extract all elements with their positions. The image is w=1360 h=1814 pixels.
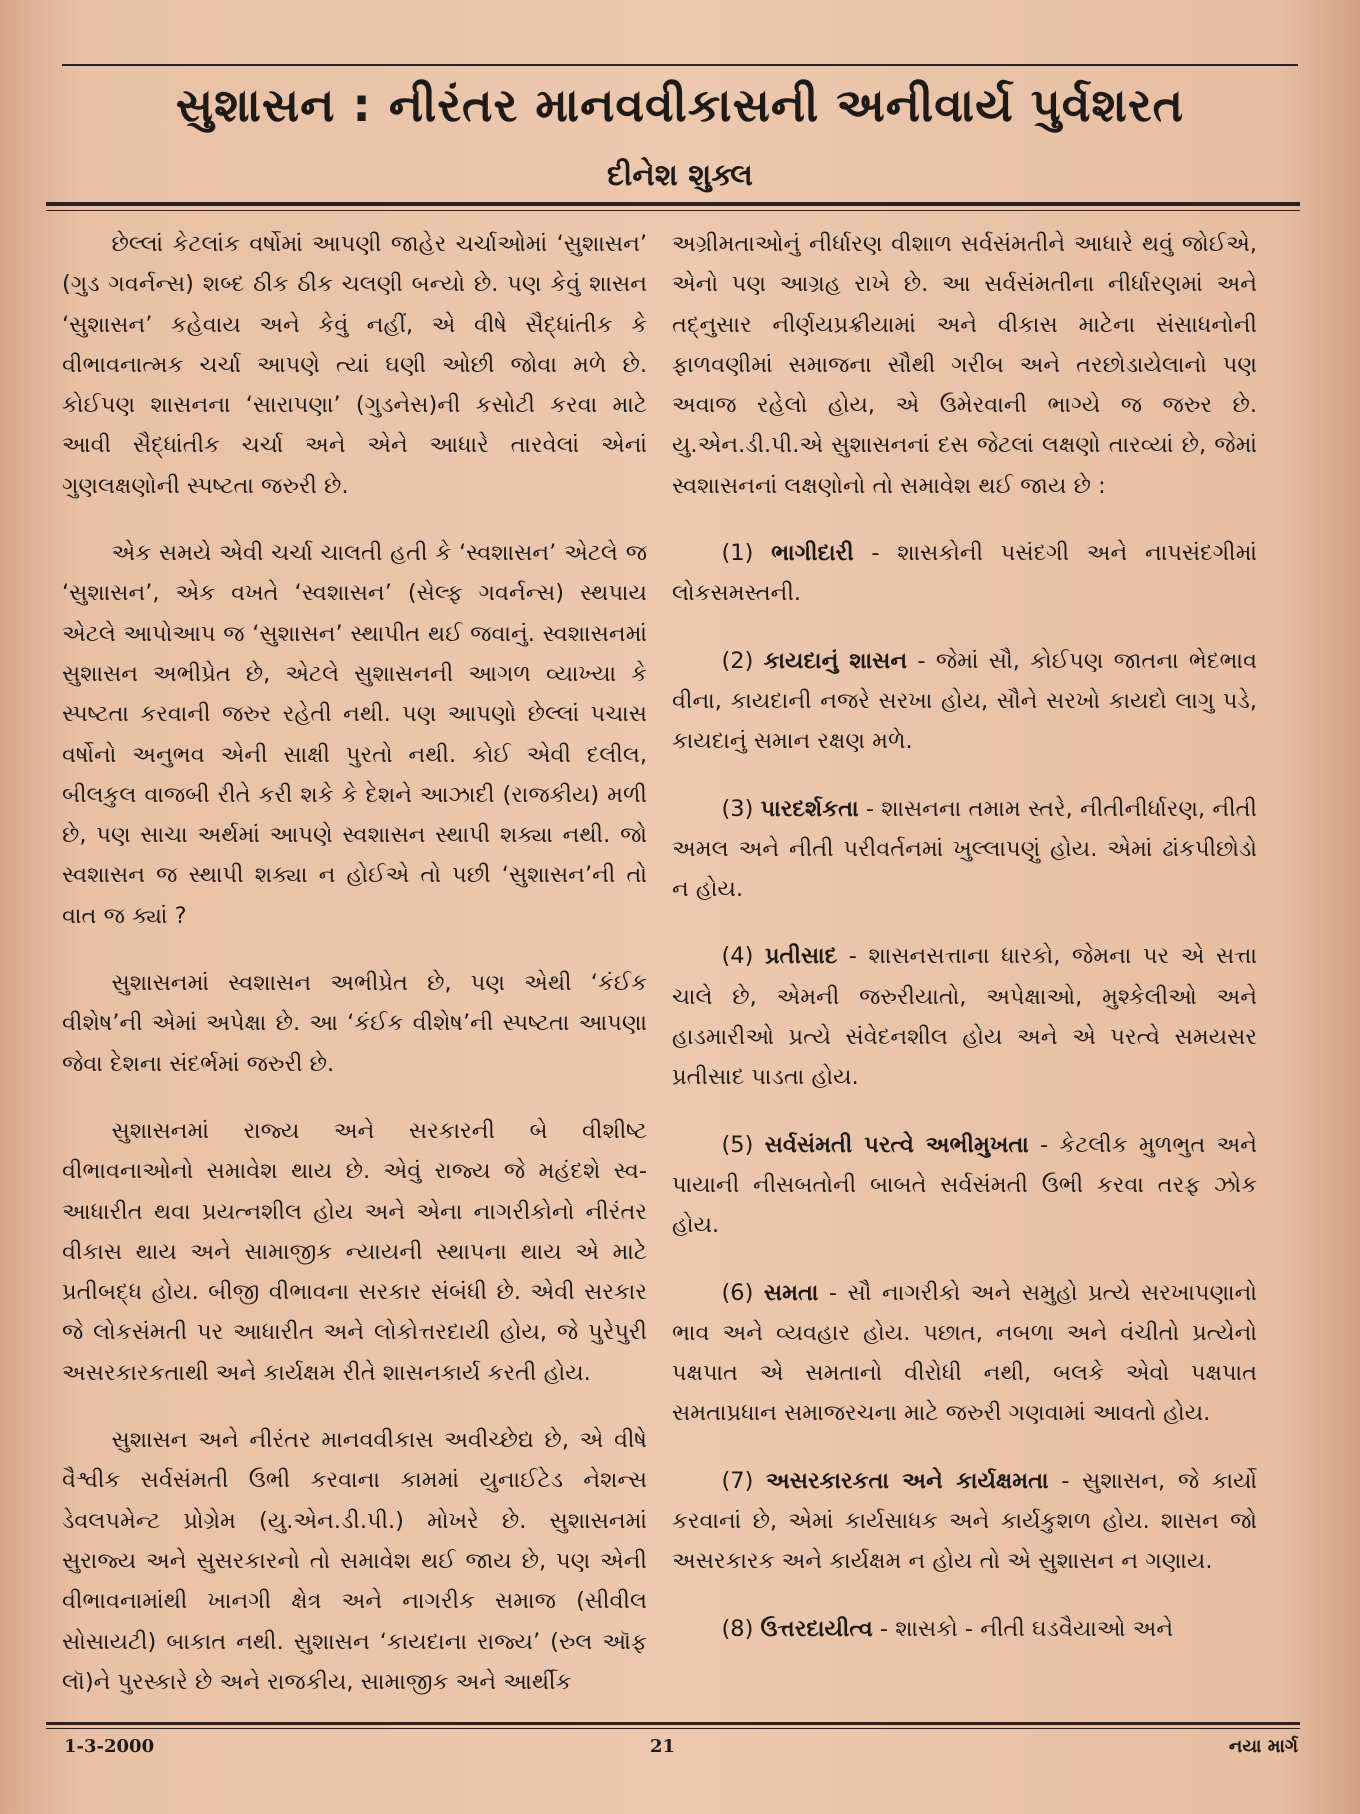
header-rule-thin [46, 210, 1300, 211]
page-number: 21 [650, 1736, 676, 1757]
item-term: સર્વસંમતી પરત્વે અભીમુખતા [764, 1131, 1029, 1158]
list-item: (7) અસરકારકતા અને કાર્યક્ષમતા - સુશાસન, જે કાર્યો કરવાનાં છે, એમાં કાર્યસાધક અને કાર્યકુશળ હોય. શાસન જો અસરકારક અને કાર્યક્ષમ ન હોય તો એ સુશાસન ન ગણાય. [672, 1467, 1257, 1575]
list-item: (2) કાયદાનું શાસન - જેમાં સૌ, કોઈપણ જાતના ભેદભાવ વીના, કાયદાની નજરે સરખા હોય, સૌને સરખો કાયદો લાગુ પડે, કાયદાનું સમાન રક્ષણ મળે. [672, 647, 1257, 755]
footer-rule-thin [46, 1728, 1300, 1729]
article-author: દીનેશ શુક્લ [607, 158, 753, 193]
item-number: (7) [721, 1467, 754, 1494]
list-item: (3) પારદર્શકતા - શાસનના તમામ સ્તરે, નીતીનીર્ધારણ, નીતી અમલ અને નીતી પરીવર્તનમાં ખુલ્લાપણું હોય. એમાં ઢાંકપીછોડો ન હોય. [672, 795, 1257, 903]
issue-date: 1-3-2000 [64, 1736, 155, 1757]
article-title: સુશાસન : નીરંતર માનવવીકાસની અનીવાર્ય પુર્વશરત [175, 78, 1185, 132]
item-number: (2) [721, 647, 754, 674]
item-term: ભાગીદારી [771, 540, 854, 567]
list-item: (1) ભાગીદારી - શાસકોની પસંદગી અને નાપસંદગીમાં લોકસમસ્તની. [672, 540, 1257, 607]
item-description: સુશાસન, જે કાર્યો કરવાનાં છે, એમાં કાર્યસાધક અને કાર્યકુશળ હોય. શાસન જો અસરકારક અને કાર્યક્ષમ ન હોય તો એ સુશાસન ન ગણાય. [672, 1467, 1257, 1575]
paragraph-continuation: અગ્રીમતાઓનું નીર્ધારણ વીશાળ સર્વસંમતીને આધારે થવું જોઈએ, એનો પણ આગ્રહ રાખે છે. આ સર્વસંમતીના નીર્ધારણમાં અને તદ્નુસાર નીર્ણયપ્રક્રીયામાં અને વીકાસ માટેના સંસાધનોની ફાળવણીમાં સમાજના સૌથી ગરીબ અને તરછોડાયેલાનો પણ અવાજ રહેલો હોય, એ ઉમેરવાની ભાગ્યે જ જરુર છે. યુ.એન.ડી.પી.એ સુશાસનનાં દસ જેટલાં લક્ષણો તારવ્યાં છે, જેમાં સ્વશાસનનાં લક્ષણોનો તો સમાવેશ થઈ જાય છે : [672, 231, 1257, 499]
item-number: (8) [721, 1615, 754, 1642]
right-column [672, 224, 1257, 1676]
list-item: (8) ઉત્તરદાયીત્વ - શાસકો - નીતી ઘડવૈયાઓ અને [721, 1615, 1174, 1642]
paragraph: એક સમયે એવી ચર્ચા ચાલતી હતી કે ‘સ્વશાસન’ એટલે જ ‘સુશાસન’, એક વખતે ‘સ્વશાસન’ (સેલ્ફ ગવર્નન્સ) સ્થપાય એટલે આપોઆપ જ ‘સુશાસન’ સ્થાપીત થઈ જવાનું. સ્વશાસનમાં સુશાસન અભીપ્રેત છે, એટલે સુશાસનની આગળ વ્યાખ્યા કે સ્પષ્ટતા કરવાની જરુર રહેતી નથી. પણ આપણો છેલ્લાં પચાસ વર્ષોનો અનુભવ એની સાક્ષી પુરતો નથી. કોઈ એવી દલીલ, બીલકુલ વાજબી રીતે કરી શકે કે દેશને આઝાદી (રાજકીય) મળી છે, પણ સાચા અર્થમાં આપણે સ્વશાસન સ્થાપી શક્યા નથી. જો સ્વશાસન જ સ્થાપી શક્યા ન હોઈએ તો પછી ‘સુશાસન’ની તો વાત જ ક્યાં ? [62, 540, 647, 929]
paragraph: સુશાસનમાં સ્વશાસન અભીપ્રેત છે, પણ એથી ‘કંઈક વીશેષ’ની એમાં અપેક્ષા છે. આ ‘કંઈક વીશેષ’ની સ્પષ્ટતા આપણા જેવા દેશના સંદર્ભમાં જરુરી છે. [62, 970, 647, 1077]
item-description: શાસનના તમામ સ્તરે, નીતીનીર્ધારણ, નીતી અમલ અને નીતી પરીવર્તનમાં ખુલ્લાપણું હોય. એમાં ઢાંકપીછોડો ન હોય. [672, 795, 1257, 903]
footer-rule-thick [46, 1722, 1300, 1725]
list-item: (5) સર્વસંમતી પરત્વે અભીમુખતા - કેટલીક મુળભુત અને પાયાની નીસબતોની બાબતે સર્વસંમતી ઉભી કરવા તરફ ઝોક હોય. [672, 1131, 1257, 1239]
item-description: સૌ નાગરીકો અને સમુહો પ્રત્યે સરખાપણાનો ભાવ અને વ્યવહાર હોય. પછાત, નબળા અને વંચીતો પ્રત્યેનો પક્ષપાત એ સમતાનો વીરોધી નથી, બલકે એવો પક્ષપાત સમતાપ્રધાન સમાજરચના માટે જરુરી ગણવામાં આવતો હોય. [672, 1279, 1257, 1427]
item-number: (3) [721, 795, 754, 822]
magazine-name: નયા માર્ગ [1228, 1736, 1298, 1757]
paragraph: છેલ્લાં કેટલાંક વર્ષોમાં આપણી જાહેર ચર્ચાઓમાં ‘સુશાસન’ (ગુડ ગવર્નન્સ) શબ્દ ઠીક ઠીક ચલણી બન્યો છે. પણ કેવું શાસન ‘સુશાસન’ કહેવાય અને કેવું નહીં, એ વીષે સૈદ્ધાંતીક કે વીભાવનાત્મક ચર્ચા આપણે ત્યાં ઘણી ઓછી જોવા મળે છે. કોઈપણ શાસનના ‘સારાપણા’ (ગુડનેસ)ની કસોટી કરવા માટે આવી સૈદ્ધાંતીક ચર્ચા અને એને આધારે તારવેલાં એનાં ગુણલક્ષણોની સ્પષ્ટતા જરુરી છે. [62, 231, 647, 499]
top-rule [62, 64, 1298, 66]
item-number: (4) [721, 943, 754, 970]
item-term: અસરકારકતા અને કાર્યક્ષમતા [766, 1467, 1049, 1494]
paragraph: સુશાસનમાં રાજ્ય અને સરકારની બે વીશીષ્ટ વીભાવનાઓનો સમાવેશ થાય છે. એવું રાજ્ય જે મહંદશે સ્વ-આધારીત થવા પ્રયત્નશીલ હોય અને એના નાગરીકોનો નીરંતર વીકાસ થાય અને સામાજીક ન્યાયની સ્થાપના થાય એ માટે પ્રતીબદ્ધ હોય. બીજી વીભાવના સરકાર સંબંધી છે. એવી સરકાર જે લોકસંમતી પર આધારીત અને લોકોત્તરદાયી હોય, જે પુરેપુરી અસરકારકતાથી અને કાર્યક્ષમ રીતે શાસનકાર્ય કરતી હોય. [62, 1117, 647, 1386]
item-term: કાયદાનું શાસન [763, 647, 908, 674]
item-description: જેમાં સૌ, કોઈપણ જાતના ભેદભાવ વીના, કાયદાની નજરે સરખા હોય, સૌને સરખો કાયદો લાગુ પડે, કાયદાનું સમાન રક્ષણ મળે. [672, 647, 1257, 755]
item-number: (6) [721, 1279, 754, 1306]
left-column [62, 224, 647, 1729]
item-description: શાસકોની પસંદગી અને નાપસંદગીમાં લોકસમસ્તની. [672, 540, 1257, 607]
item-number: (5) [721, 1131, 754, 1158]
paragraph: સુશાસન અને નીરંતર માનવવીકાસ અવીચ્છેદ્ય છે, એ વીષે વૈશ્વીક સર્વસંમતી ઉભી કરવાના કામમાં યુનાઈટેડ નેશન્સ ડેવલપમેન્ટ પ્રોગ્રેમ (યુ.એન.ડી.પી.) મોખરે છે. સુશાસનમાં સુરાજ્ય અને સુસરકારનો તો સમાવેશ થઈ જાય છે, પણ એની વીભાવનામાંથી ખાનગી ક્ષેત્ર અને નાગરીક સમાજ (સીવીલ સોસાયટી) બાકાત નથી. સુશાસન ‘કાયદાના રાજ્ય’ (રુલ ઑફ લૉ)ને પુરસ્કારે છે અને રાજકીય, સામાજીક અને આર્થીક [62, 1427, 647, 1695]
list-item: (4) પ્રતીસાદ - શાસનસત્તાના ધારકો, જેમના પર એ સત્તા ચાલે છે, એમની જરુરીયાતો, અપેક્ષાઓ, મુશ્કેલીઓ અને હાડમારીઓ પ્રત્યે સંવેદનશીલ હોય અને એ પરત્વે સમયસર પ્રતીસાદ પાડતા હોય. [672, 943, 1257, 1091]
item-number: (1) [721, 540, 754, 567]
item-description: શાસકો - નીતી ઘડવૈયાઓ અને [895, 1615, 1174, 1642]
item-description: શાસનસત્તાના ધારકો, જેમના પર એ સત્તા ચાલે છે, એમની જરુરીયાતો, અપેક્ષાઓ, મુશ્કેલીઓ અને હાડમારીઓ પ્રત્યે સંવેદનશીલ હોય અને એ પરત્વે સમયસર પ્રતીસાદ પાડતા હોય. [672, 943, 1257, 1091]
item-term: પ્રતીસાદ [764, 943, 838, 970]
list-item: (6) સમતા - સૌ નાગરીકો અને સમુહો પ્રત્યે સરખાપણાનો ભાવ અને વ્યવહાર હોય. પછાત, નબળા અને વંચીતો પ્રત્યેનો પક્ષપાત એ સમતાનો વીરોધી નથી, બલકે એવો પક્ષપાત સમતાપ્રધાન સમાજરચના માટે જરુરી ગણવામાં આવતો હોય. [672, 1279, 1257, 1427]
item-description: કેટલીક મુળભુત અને પાયાની નીસબતોની બાબતે સર્વસંમતી ઉભી કરવા તરફ ઝોક હોય. [672, 1131, 1257, 1239]
item-term: ઉત્તરદાયીત્વ [760, 1615, 873, 1642]
item-term: સમતા [763, 1279, 819, 1306]
item-term: પારદર્શકતા [760, 795, 859, 822]
header-rule-thick [46, 202, 1300, 206]
